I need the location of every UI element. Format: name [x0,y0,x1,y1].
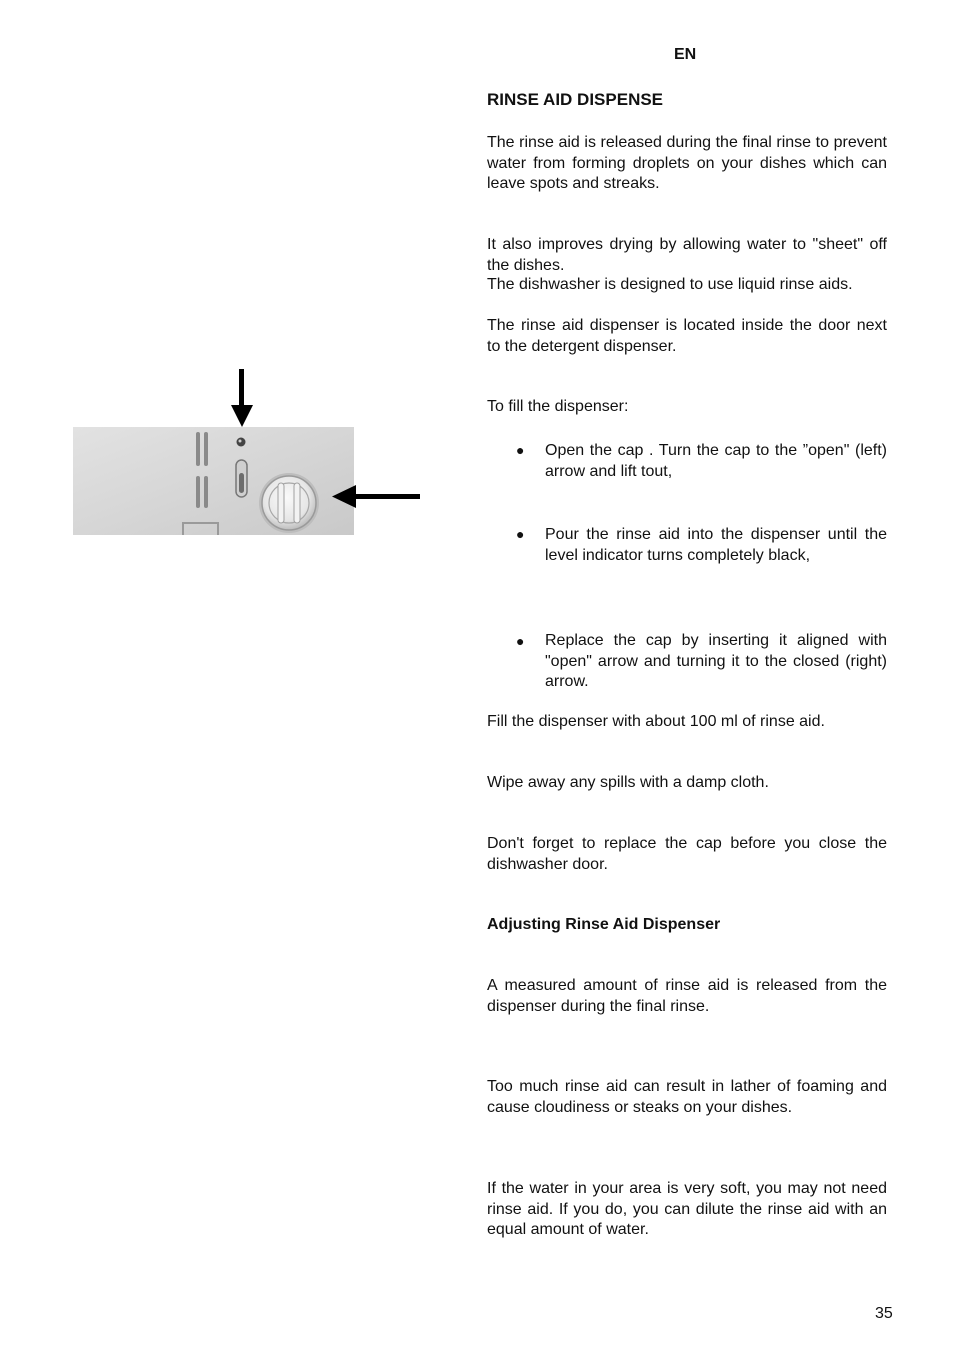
down-arrow-icon [229,369,255,427]
list-item: Replace the cap by inserting it aligned with "open" arrow and turning it to the closed (right) arrow. [545,632,887,690]
paragraph: The dishwasher is designed to use liquid rinse aids. [487,276,853,293]
list-item: Open the cap . Turn the cap to the ”open" (left) arrow and lift tout, [545,442,887,480]
paragraph: A measured amount of rinse aid is released from the dispenser during the final rinse. [487,977,887,1015]
paragraph: It also improves drying by allowing water to "sheet" off the dishes. [487,236,887,274]
paragraph: Fill the dispenser with about 100 ml of rinse aid. [487,713,825,730]
paragraph: Don't forget to replace the cap before you close the dishwasher door. [487,835,887,873]
paragraph: Too much rinse aid can result in lather of foaming and cause cloudiness or steaks on your dishes. [487,1078,887,1116]
fill-intro: To fill the dispenser: [487,398,629,415]
bullet-dot-icon: ● [516,526,525,542]
language-code: EN [674,46,697,63]
left-arrow-icon [332,485,420,509]
paragraph: If the water in your area is very soft, you may not need rinse aid. If you do, you can dilute the rinse aid with an equal amount of water. [487,1180,887,1238]
subsection-title: Adjusting Rinse Aid Dispenser [487,916,721,933]
paragraph: The rinse aid dispenser is located inside the door next to the detergent dispenser. [487,317,887,355]
bullet-dot-icon: ● [516,633,525,649]
page-number: 35 [875,1305,893,1322]
paragraph: Wipe away any spills with a damp cloth. [487,774,769,791]
paragraph: The rinse aid is released during the final rinse to prevent water from forming droplets on your dishes which can leave spots and streaks. [487,134,887,192]
list-item: Pour the rinse aid into the dispenser until the level indicator turns completely black, [545,526,887,564]
section-title: RINSE AID DISPENSE [487,90,664,109]
rinse-aid-dispenser-photo [73,427,354,535]
bullet-dot-icon: ● [516,442,525,458]
